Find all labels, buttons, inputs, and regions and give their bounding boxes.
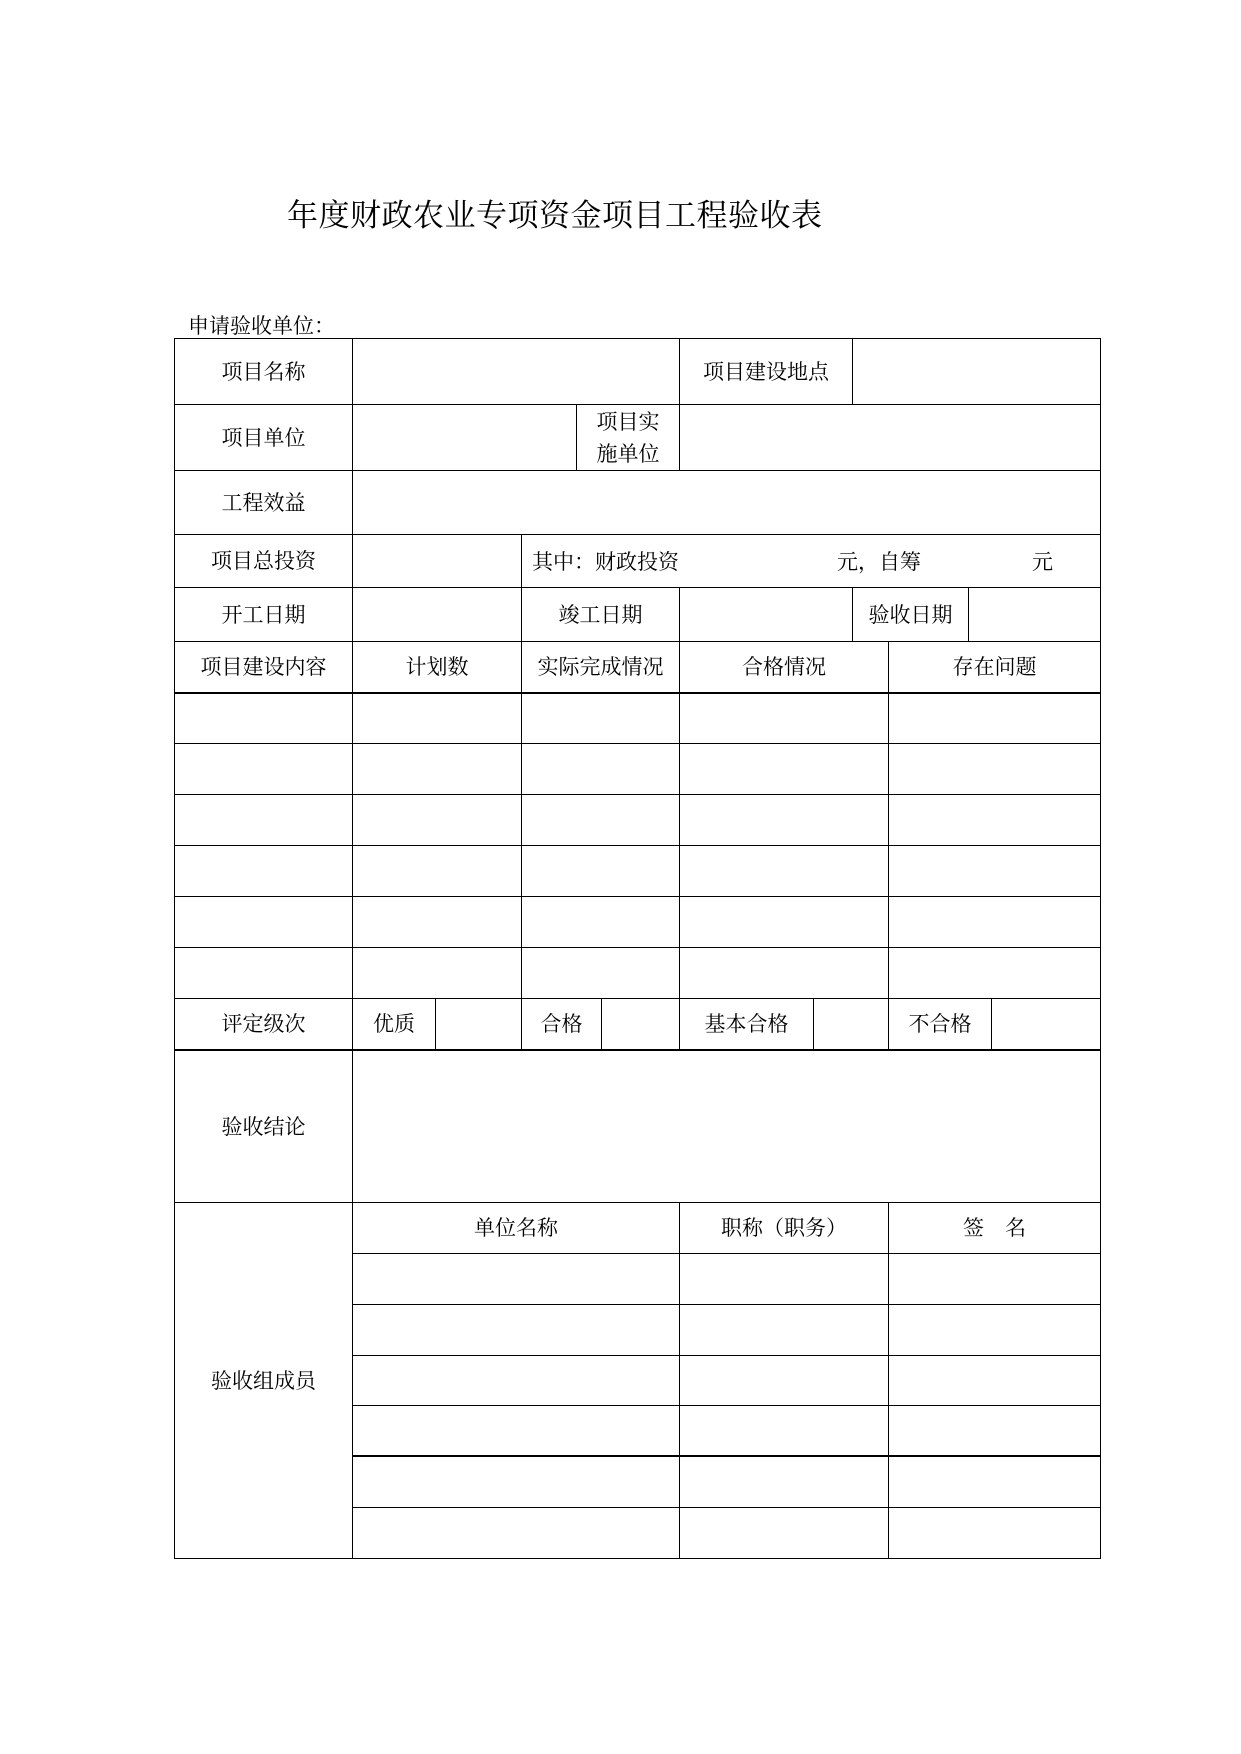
members-header-signature: 签 名: [963, 1216, 1026, 1240]
members-header-unit: 单位名称: [474, 1216, 558, 1240]
applicant-unit-label: 申请验收单位：: [188, 314, 335, 338]
col-divider: [679, 641, 680, 1050]
row-divider: [174, 794, 1101, 795]
col-divider: [601, 998, 602, 1050]
implementation-unit-label: [577, 405, 679, 470]
rating-label: 评定级次: [221, 1012, 306, 1036]
members-header-title: 职称（职务）: [721, 1216, 847, 1240]
content-header-construction: 项目建设内容: [200, 655, 327, 679]
total-investment-label: 项目总投资: [211, 549, 316, 573]
col-divider: [968, 587, 969, 642]
row-divider: [352, 1355, 1101, 1356]
content-header-planned: 计划数: [405, 655, 469, 679]
row-divider: [352, 1507, 1101, 1508]
col-divider: [813, 998, 814, 1050]
yuan-unit-label: 元: [1032, 550, 1053, 574]
project-unit-label: 项目单位: [221, 425, 306, 450]
project-benefit-label: 工程效益: [221, 490, 306, 515]
row-divider: [174, 896, 1101, 897]
row-divider: [174, 947, 1101, 948]
members-label: 验收组成员: [211, 1368, 316, 1393]
rating-option-basically-qualified: 基本合格: [704, 1012, 789, 1036]
col-divider: [521, 641, 522, 1050]
col-divider: [679, 1202, 680, 1559]
self-raised-label: 元，自筹: [837, 550, 921, 574]
col-divider: [852, 338, 853, 405]
col-divider: [679, 587, 680, 642]
content-header-actual: 实际完成情况: [537, 655, 664, 679]
table-border-bottom: [174, 1558, 1101, 1559]
completion-date-label: 竣工日期: [558, 602, 643, 627]
col-divider: [679, 404, 680, 471]
rating-option-unqualified: 不合格: [908, 1012, 972, 1036]
col-divider: [435, 998, 436, 1050]
conclusion-label: 验收结论: [221, 1114, 306, 1139]
content-header-qualified: 合格情况: [742, 655, 826, 679]
acceptance-date-label: 验收日期: [868, 602, 953, 627]
col-divider: [991, 998, 992, 1050]
page-title: 年度财政农业专项资金项目工程验收表: [287, 198, 823, 234]
content-header-issues: 存在问题: [952, 655, 1037, 679]
row-divider: [174, 743, 1101, 744]
rating-option-qualified: 合格: [540, 1012, 583, 1036]
col-divider: [888, 1202, 889, 1559]
project-location-label: 项目建设地点: [703, 359, 829, 384]
row-divider: [352, 1253, 1101, 1254]
project-name-label: 项目名称: [221, 359, 306, 384]
rating-option-excellent: 优质: [373, 1012, 415, 1036]
row-divider: [352, 1304, 1101, 1305]
col-divider: [888, 641, 889, 1050]
start-date-label: 开工日期: [221, 602, 306, 627]
fiscal-investment-label: 其中：财政投资: [532, 550, 679, 574]
row-divider: [352, 1455, 1101, 1457]
col-divider: [352, 338, 353, 1559]
row-divider: [174, 845, 1101, 846]
row-divider: [352, 1405, 1101, 1406]
table-border-right: [1100, 338, 1101, 1559]
implementation-unit-label-line2: 施单位: [596, 441, 660, 466]
implementation-unit-label-line1: 项目实: [596, 409, 660, 434]
row-divider: [174, 692, 1101, 694]
